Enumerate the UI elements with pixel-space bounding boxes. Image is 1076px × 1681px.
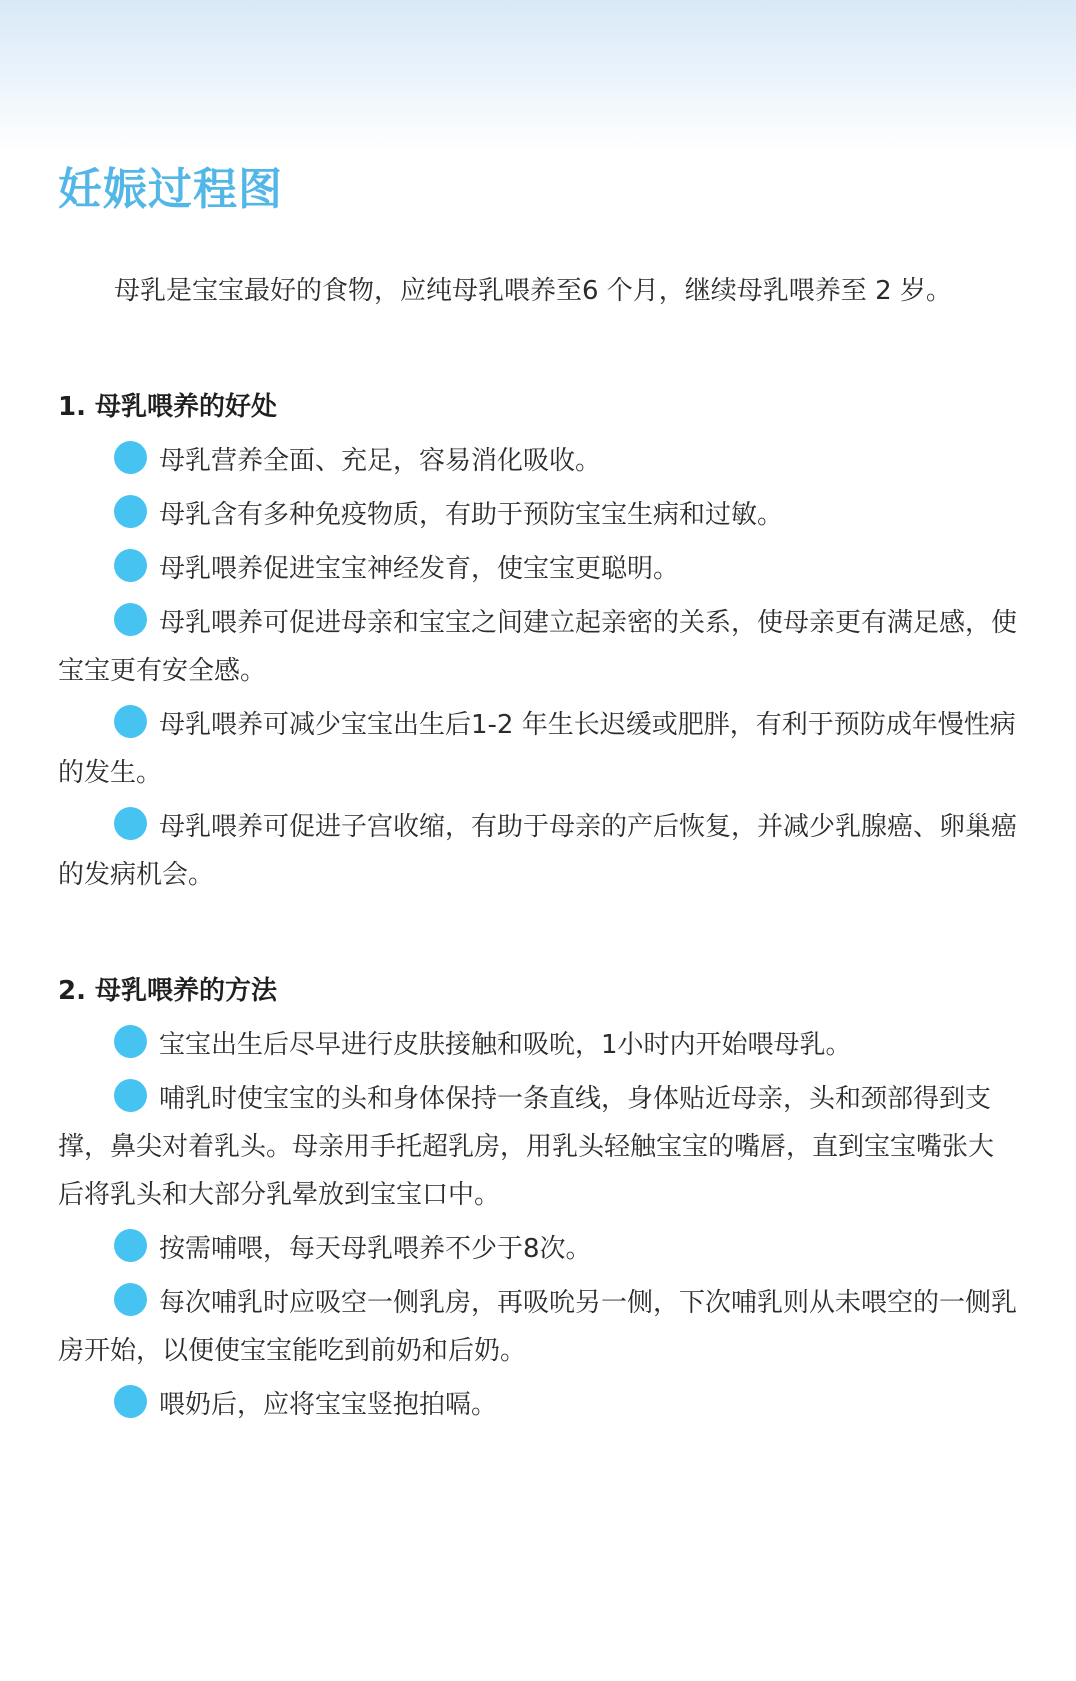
- list-item-text: 母乳营养全面、充足，容易消化吸收。: [159, 446, 602, 476]
- list-item: [58, 1021, 1018, 1069]
- list-item: [58, 491, 1018, 539]
- circle-bullet-icon: [114, 441, 147, 474]
- list-item-text: 宝宝出生后尽早进行皮肤接触和吸吮，1小时内开始喂母乳。: [159, 1030, 852, 1060]
- list-item: [58, 803, 1018, 899]
- list-item: [58, 701, 1018, 797]
- list-item-text: 母乳喂养可促进母亲和宝宝之间建立起亲密的关系，使母亲更有满足感，使宝宝更有安全感。: [58, 608, 1018, 686]
- list-item: [58, 1075, 1018, 1219]
- list-item-text: 每次哺乳时应吸空一侧乳房，再吸吮另一侧，下次哺乳则从未喂空的一侧乳房开始，以便使宝宝能吃到前奶和后奶。: [58, 1288, 1018, 1366]
- page-title: 妊娠过程图: [58, 164, 283, 215]
- list-item: [58, 437, 1018, 485]
- section-methods: [58, 967, 1018, 1429]
- list-item-text: 母乳喂养可促进子宫收缩，有助于母亲的产后恢复，并减少乳腺癌、卵巢癌的发病机会。: [58, 812, 1018, 890]
- section-heading-methods: 2. 母乳喂养的方法: [58, 976, 278, 1006]
- circle-bullet-icon: [114, 705, 147, 738]
- section-heading-benefits: 1. 母乳喂养的好处: [58, 392, 278, 422]
- circle-bullet-icon: [114, 495, 147, 528]
- circle-bullet-icon: [114, 603, 147, 636]
- header-gradient-band: [0, 0, 1076, 150]
- list-item: [58, 545, 1018, 593]
- list-item-text: 哺乳时使宝宝的头和身体保持一条直线，身体贴近母亲，头和颈部得到支撑，鼻尖对着乳头。母亲用手托超乳房，用乳头轻触宝宝的嘴唇，直到宝宝嘴张大后将乳头和大部分乳晕放到宝宝口中。: [58, 1084, 995, 1210]
- circle-bullet-icon: [114, 1283, 147, 1316]
- list-item-text: 母乳喂养促进宝宝神经发育，使宝宝更聪明。: [159, 554, 680, 584]
- list-item: [58, 599, 1018, 695]
- circle-bullet-icon: [114, 807, 147, 840]
- list-item-text: 按需哺喂，每天母乳喂养不少于8次。: [159, 1234, 592, 1264]
- document-body: [58, 160, 1018, 1435]
- list-item-text: 喂奶后，应将宝宝竖抱拍嗝。: [159, 1390, 498, 1420]
- list-item: [58, 1225, 1018, 1273]
- circle-bullet-icon: [114, 1079, 147, 1112]
- list-item: [58, 1279, 1018, 1375]
- list-item: [58, 1381, 1018, 1429]
- circle-bullet-icon: [114, 1025, 147, 1058]
- list-item-text: 母乳喂养可减少宝宝出生后1-2 年生长迟缓或肥胖，有利于预防成年慢性病的发生。: [58, 710, 1016, 788]
- circle-bullet-icon: [114, 549, 147, 582]
- list-item-text: 母乳含有多种免疫物质，有助于预防宝宝生病和过敏。: [159, 500, 784, 530]
- circle-bullet-icon: [114, 1385, 147, 1418]
- circle-bullet-icon: [114, 1229, 147, 1262]
- section-benefits: [58, 383, 1018, 899]
- intro-paragraph: 母乳是宝宝最好的食物，应纯母乳喂养至6 个月，继续母乳喂养至 2 岁。: [114, 276, 952, 306]
